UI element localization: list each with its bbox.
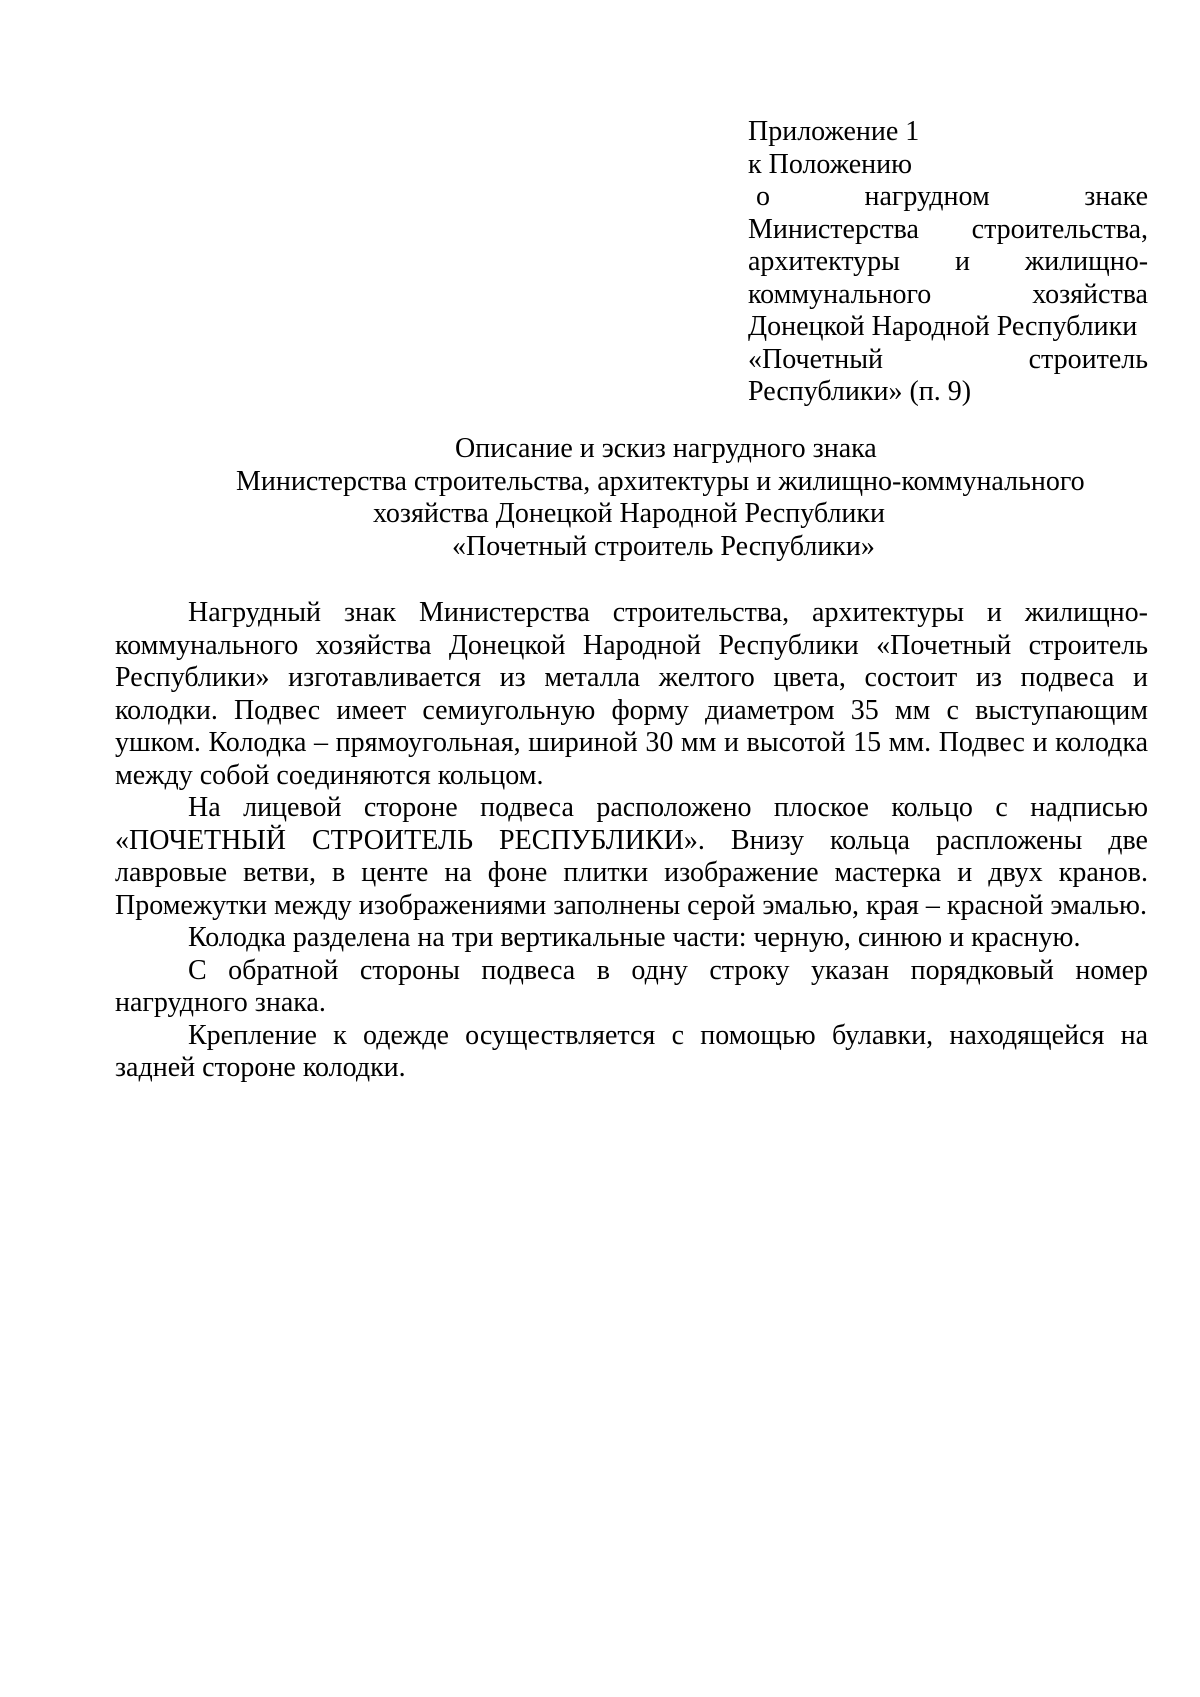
document-body [115,597,1148,1085]
appendix-line-2: к Положению [748,148,913,180]
paragraph-fastening: Крепление к одежде осуществляется с помощью булавки, находящейся на задней стороне колодки. [115,1019,1148,1083]
appendix-line-6: коммунального хозяйства [748,278,1148,310]
title-line-1: Описание и эскиз нагрудного знака [455,433,877,464]
paragraph-block-colors: Колодка разделена на три вертикальные части: черную, синюю и красную. [188,922,1081,953]
appendix-header [748,116,1148,409]
document-title [120,433,1200,563]
appendix-line-1: Приложение 1 [748,116,920,147]
title-line-2: Министерства строительства, архитектуры и жилищно-коммунального [236,465,1085,497]
title-line-4: «Почетный строитель Республики» [452,530,875,562]
appendix-line-7: Донецкой Народной Республики [748,311,1138,342]
paragraph-description: Нагрудный знак Министерства строительства, архитектуры и жилищно-коммунального хозяйства Донецкой Народной Республики «Почетный строитель Республики» изготавливается из металла желтого цвета, состоит из подвеса и колодки. Подвес имеет семиугольную форму диаметром 35 мм с выступающим ушком. Колодка – прямоугольная, шириной 30 мм и высотой 15 мм. Подвес и колодка между собой соединяются кольцом. [115,597,1148,791]
appendix-line-5: архитектуры и жилищно- [748,246,1149,277]
appendix-line-4: Министерства строительства, [748,213,1148,245]
title-line-3: хозяйства Донецкой Народной Республики [373,498,885,529]
appendix-line-3: о нагрудном знаке [756,181,1148,212]
paragraph-front-side: На лицевой стороне подвеса расположено плоское кольцо с надписью «ПОЧЕТНЫЙ СТРОИТЕЛЬ РЕСПУБЛИКИ». Внизу кольца распложены две лавровые ветви, в центе на фоне плитки изображение мастерка и двух кранов. Промежутки между изображениями заполнены серой эмалью, края – красной эмалью. [115,792,1148,921]
appendix-line-8: «Почетный строитель [748,343,1148,375]
paragraph-back-side: С обратной стороны подвеса в одну строку указан порядковый номер нагрудного знака. [115,954,1148,1018]
appendix-line-9: Республики» (п. 9) [748,376,972,407]
